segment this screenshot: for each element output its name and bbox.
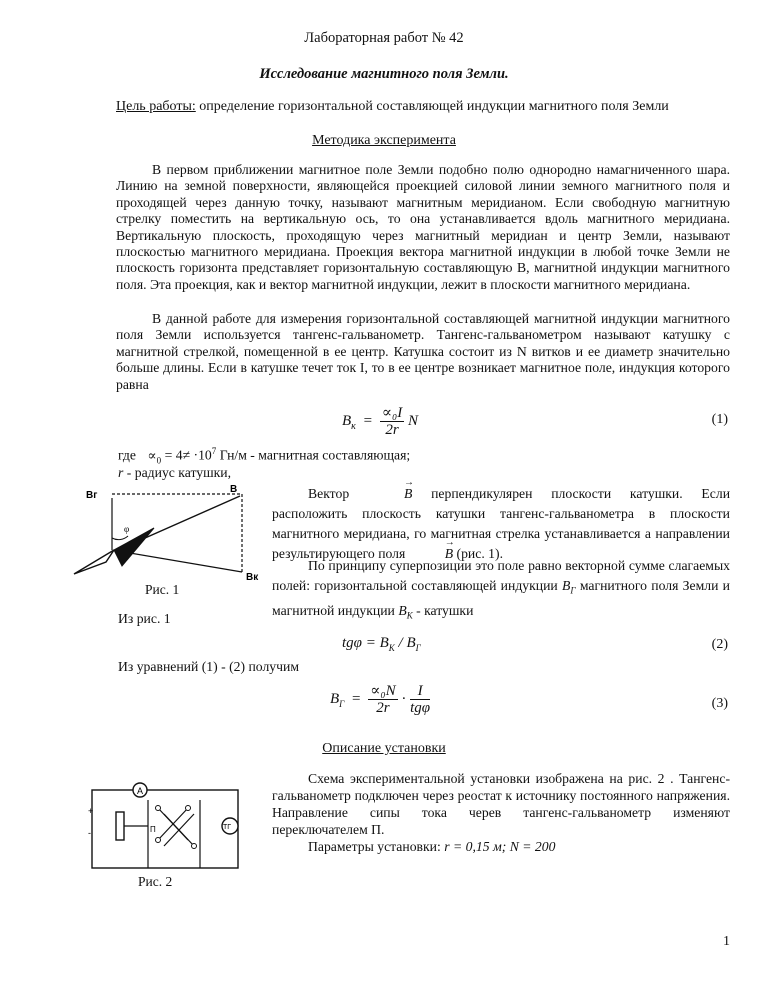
eq1-lhs-sub: к xyxy=(351,420,356,432)
fig1-paragraph-1 xyxy=(272,484,730,564)
bg-sub: Г xyxy=(570,585,576,596)
eq3-fraction-2 xyxy=(410,683,430,716)
eq3-num1: ∝₀N xyxy=(370,683,396,699)
eq2-number: (2) xyxy=(711,637,728,652)
fig1-p2-text: По принципу суперпозиции это поле равно векторной сумме слагаемых полей: горизонтальной составляющей индукции xyxy=(272,558,730,593)
eq3-num2: I xyxy=(410,683,430,700)
fig1-angle-arc xyxy=(112,536,128,540)
method-heading: Методика эксперимента xyxy=(312,133,456,148)
fig1-bk-vector xyxy=(124,552,242,572)
where-line xyxy=(118,446,410,465)
eq1-denominator: 2r xyxy=(385,422,399,438)
rheostat-icon xyxy=(116,812,124,840)
params-value: r = 0,15 м; N = 200 xyxy=(444,839,556,854)
goal-text: определение горизонтальной составляющей индукции магнитного поля Земли xyxy=(195,99,669,114)
figure-2-circuit xyxy=(88,770,248,880)
setup-params xyxy=(308,839,555,855)
paragraph-2: В данной работе для измерения горизонтальной составляющей магнитной индукции магнитного поля Земли используется тангенс-гальванометр. Тангенс-гальванометром называют катушку с магнитной стрелкой, помещенной в ее центр. Катушка состоит из N витков и ее диаметр значительно больше длины. Если в катушке течет ток I, то в ее центре возникает магнитное поле, индукция которого равна xyxy=(116,311,730,392)
page-number: 1 xyxy=(723,934,730,949)
fig1-paragraph-2 xyxy=(272,556,730,625)
figure-1-diagram xyxy=(66,484,266,594)
vector-b-symbol: → B xyxy=(368,484,412,504)
fig1-p1-a: Вектор xyxy=(308,486,350,501)
radius-line xyxy=(118,465,231,481)
fig1-p2-tail: магнитного поля Земли и магнитной индукции xyxy=(272,578,730,618)
eq2-sub2: Г xyxy=(415,643,421,653)
eq1-lhs: B xyxy=(342,412,352,429)
lab-title: Лабораторная работ № 42 xyxy=(304,30,464,46)
fig1-needle-white xyxy=(74,550,114,574)
eq1-rhs: N xyxy=(407,412,418,429)
eq1-number: (1) xyxy=(711,412,728,427)
eq3-den1: 2r xyxy=(376,700,390,716)
eq1-fraction xyxy=(380,405,404,438)
eq1-equals: = xyxy=(363,412,373,429)
eq2-sub1: K xyxy=(388,643,395,653)
fig1-caption: Рис. 1 xyxy=(145,582,180,597)
paragraph-1: В первом приближении магнитное поле Земли подобно полю однородно намагниченного шара. Линию на земной поверхности, являющейся проекцией силовой линии земного магнитного поля и проходящей через данную точку, называют магнитным меридианом. Если свободную магнитную стрелку поместить на вертикальную ось, то она устанавливается вдоль магнитного меридиана. Вертикальную плоскость, проходящую через магнитный меридиан и центр Земли, называют плоскостью магнитного меридиана. Проекция вектора магнитной индукции в любой точке Земли не плоскость горизонта представляет горизонтальную составляющую B, магнитной индукции магнитного поля. Эта проекция, как и вектор магнитной индукции, лежит в плоскости магнитного меридиана. xyxy=(116,162,730,292)
switch-label: П xyxy=(150,825,156,834)
fig1-label-bk: Bк xyxy=(246,572,259,583)
topic-title: Исследование магнитного поля Земли. xyxy=(259,66,509,82)
r-symbol: r xyxy=(118,465,124,480)
switch-contact-3 xyxy=(156,838,161,843)
fig1-p1-b: перпендикулярен плоскости катушки. Если расположить плоскость катушки тангенс-гальванометра в плоскости магнитного меридиана, го магнитная стрелка устанавливается а направлении результирующего поля xyxy=(272,486,731,561)
eq3-den2: tgφ xyxy=(410,700,431,716)
tg-label: ТГ xyxy=(223,824,232,831)
ammeter-label: A xyxy=(137,786,144,796)
switch-contact-1 xyxy=(156,806,161,811)
fig1-p1-c: (рис. 1). xyxy=(456,546,504,561)
goal-label: Цель работы: xyxy=(116,99,196,114)
from-fig-line: Из рис. 1 xyxy=(118,611,171,626)
switch-contact-4 xyxy=(192,844,197,849)
alpha-unit: Гн/м - магнитная составляющая; xyxy=(219,447,411,463)
setup-paragraph: Схема экспериментальной установки изображена на рис. 2 . Тангенс-гальванометр подключен через реостат к источнику постоянного напряжения. Направление сипы тока черев тангенс-гальванометр изменяют переключателем П. xyxy=(272,771,730,837)
fig1-label-bg: Bг xyxy=(86,490,98,501)
goal-line xyxy=(116,99,669,115)
eq3-lhs: B xyxy=(330,690,340,707)
eq3-lhs-sub: Г xyxy=(339,698,345,709)
alpha-symbol: ∝ xyxy=(147,447,157,463)
from-eq-line: Из уравнений (1) - (2) получим xyxy=(118,659,300,674)
circuit-frame xyxy=(92,790,238,868)
alpha-sub: 0 xyxy=(156,455,162,466)
alpha-value: = 4≠ ·10 xyxy=(164,447,212,463)
fig1-label-phi: φ xyxy=(124,524,130,534)
fig1-needle-black xyxy=(114,528,154,566)
bk-sub: К xyxy=(406,610,413,621)
fig1-label-b: B xyxy=(230,484,238,495)
plus-label: + xyxy=(88,806,94,816)
eq1-numerator: ∝₀I xyxy=(381,405,403,421)
switch-contact-2 xyxy=(186,806,191,811)
params-label: Параметры установки: xyxy=(308,839,441,854)
vector-b-symbol-2: → B xyxy=(409,544,453,564)
fig2-caption: Рис. 2 xyxy=(138,874,173,889)
eq3-equals: = xyxy=(352,690,361,707)
where-label: где xyxy=(118,447,136,463)
minus-label: - xyxy=(88,828,91,838)
eq2-text: tgφ = B xyxy=(342,635,389,651)
equation-3 xyxy=(330,683,430,716)
eq2-mid: / B xyxy=(394,635,416,651)
eq3-number: (3) xyxy=(711,696,728,711)
eq3-dot: · xyxy=(401,690,407,707)
equation-1 xyxy=(342,405,418,438)
bg-symbol: B xyxy=(562,578,571,593)
equation-2 xyxy=(342,635,421,653)
eq3-fraction-1 xyxy=(368,683,397,716)
setup-heading: Описание установки xyxy=(322,741,446,756)
fig1-p2-end: - катушки xyxy=(412,602,474,618)
r-text: - радиус катушки, xyxy=(123,465,232,480)
alpha-exp: 7 xyxy=(211,446,217,456)
bk-symbol: B xyxy=(398,602,407,618)
